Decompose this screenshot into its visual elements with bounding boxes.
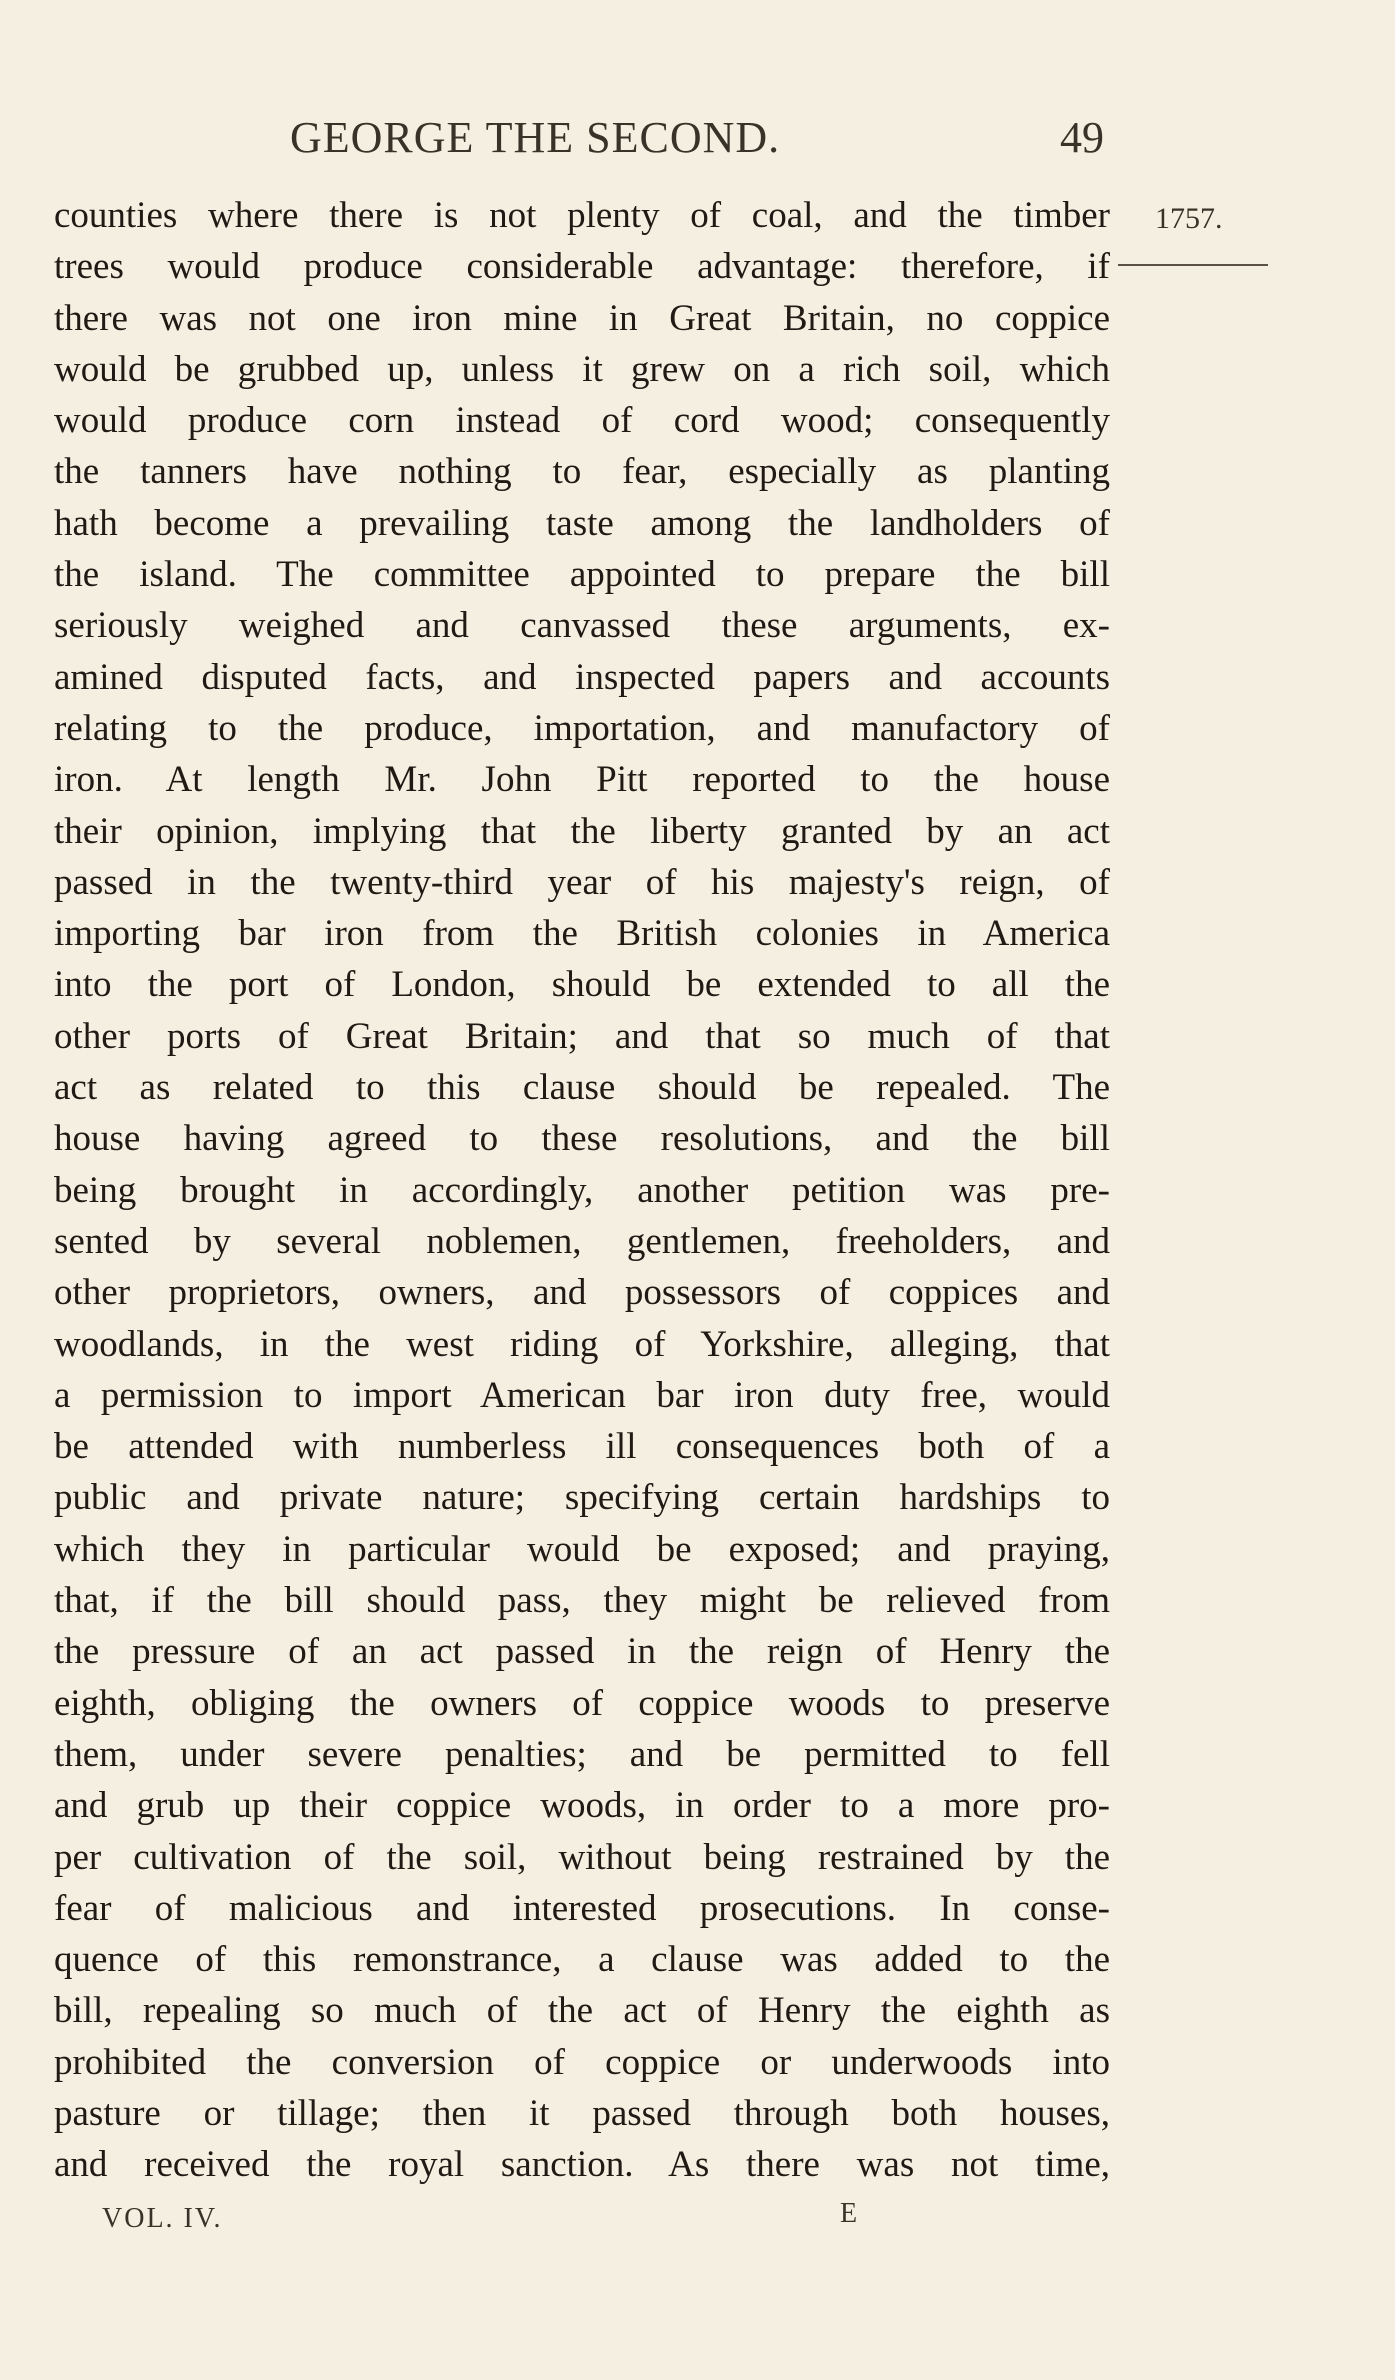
text-line: the pressure of an act passed in the reign of Henry the	[54, 1631, 1110, 1673]
text-line: per cultivation of the soil, without being restrained by the	[54, 1836, 1110, 1878]
text-line: would be grubbed up, unless it grew on a rich soil, which	[54, 348, 1110, 390]
text-line: and received the royal sanction. As there was not time,	[54, 2144, 1110, 2186]
text-line: seriously weighed and canvassed these arguments, ex-	[54, 605, 1110, 647]
text-line: them, under severe penalties; and be permitted to fell	[54, 1733, 1110, 1775]
text-line: being brought in accordingly, another petition was pre-	[54, 1169, 1110, 1211]
text-line: pasture or tillage; then it passed through both houses,	[54, 2092, 1110, 2134]
text-line: which they in particular would be exposed; and praying,	[54, 1528, 1110, 1570]
text-line: that, if the bill should pass, they might be relieved from	[54, 1580, 1110, 1622]
text-line: a permission to import American bar iron duty free, would	[54, 1374, 1110, 1416]
text-line: passed in the twenty-third year of his majesty's reign, of	[54, 861, 1110, 903]
body-text	[54, 190, 1110, 2191]
margin-rule	[1118, 264, 1268, 266]
text-line: other proprietors, owners, and possessors of coppices and	[54, 1272, 1110, 1314]
text-line: into the port of London, should be extended to all the	[54, 964, 1110, 1006]
text-line: trees would produce considerable advantage: therefore, if	[54, 246, 1110, 288]
text-line: their opinion, implying that the liberty granted by an act	[54, 810, 1110, 852]
text-line: there was not one iron mine in Great Britain, no coppice	[54, 297, 1110, 339]
text-line: fear of malicious and interested prosecutions. In conse-	[54, 1887, 1110, 1929]
text-line: and grub up their coppice woods, in order to a more pro-	[54, 1785, 1110, 1827]
text-line: act as related to this clause should be repealed. The	[54, 1067, 1110, 1109]
text-line: bill, repealing so much of the act of Henry the eighth as	[54, 1990, 1110, 2032]
text-line: prohibited the conversion of coppice or underwoods into	[54, 2041, 1110, 2083]
text-line: sented by several noblemen, gentlemen, freeholders, and	[54, 1220, 1110, 1262]
text-line: counties where there is not plenty of coal, and the timber	[54, 195, 1110, 236]
text-line: amined disputed facts, and inspected papers and accounts	[54, 656, 1110, 698]
text-line: woodlands, in the west riding of Yorkshire, alleging, that	[54, 1323, 1110, 1365]
text-line: eighth, obliging the owners of coppice woods to preserve	[54, 1682, 1110, 1724]
text-line: hath become a prevailing taste among the landholders of	[54, 502, 1110, 544]
text-line: iron. At length Mr. John Pitt reported to the house	[54, 759, 1110, 801]
text-line: public and private nature; specifying certain hardships to	[54, 1477, 1110, 1519]
margin-year-note: 1757.	[1155, 202, 1223, 235]
text-line: quence of this remonstrance, a clause was added to the	[54, 1939, 1110, 1981]
volume-footer: VOL. IV.	[102, 2203, 223, 2234]
running-head: GEORGE THE SECOND.	[290, 113, 781, 162]
text-line: the tanners have nothing to fear, especially as planting	[54, 451, 1110, 493]
text-line: relating to the produce, importation, and manufactory of	[54, 707, 1110, 749]
signature-mark: E	[840, 2198, 858, 2229]
text-line: house having agreed to these resolutions, and the bill	[54, 1118, 1110, 1160]
text-line: would produce corn instead of cord wood; consequently	[54, 400, 1110, 442]
text-line: importing bar iron from the British colonies in America	[54, 913, 1110, 955]
page-number: 49	[1060, 113, 1104, 162]
text-line: be attended with numberless ill consequences both of a	[54, 1426, 1110, 1468]
text-line: the island. The committee appointed to prepare the bill	[54, 554, 1110, 596]
text-line: other ports of Great Britain; and that so much of that	[54, 1015, 1110, 1057]
